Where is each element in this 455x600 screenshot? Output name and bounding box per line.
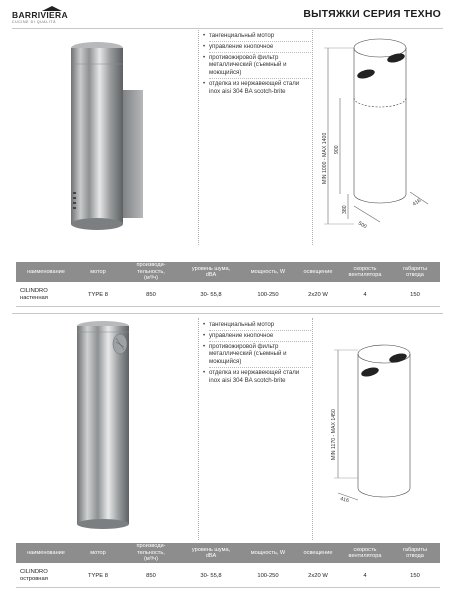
col-capacity-header: производи- тельность, (м³/ч): [136, 543, 166, 563]
dim-body-label: 900: [334, 145, 340, 154]
col-name-header: наименование: [27, 549, 65, 556]
col-noise-header: уровень шума, dBA: [191, 265, 231, 278]
cell-noise: 30- 55,8: [200, 572, 222, 579]
page-title: ВЫТЯЖКИ СЕРИЯ ТЕХНО: [303, 8, 441, 20]
cell-capacity: 850: [146, 291, 156, 298]
col-light-header: освещение: [303, 268, 333, 275]
cell-motor: TYPE 8: [88, 572, 108, 579]
dim-width-b-label: 416: [411, 197, 423, 208]
column-divider: [198, 318, 199, 540]
brand-logo: [12, 6, 102, 26]
logo-subtitle: CUCINE DI QUALITÀ: [12, 20, 57, 24]
table-row: [16, 287, 440, 303]
feature-item: • тангенциальный мотор: [203, 321, 311, 331]
island-hood-image: [68, 318, 138, 533]
cell-speeds: 4: [363, 291, 367, 298]
spec-table-header: [16, 543, 440, 563]
col-speeds-header: скорость вентилятора: [348, 546, 382, 559]
column-divider: [312, 30, 313, 245]
col-capacity-header: производи- тельность, (м³/ч): [136, 262, 166, 282]
feature-list: [203, 32, 311, 97]
col-outlet-header: габариты отвода: [402, 265, 428, 278]
row-divider: [16, 306, 440, 307]
row-divider: [16, 587, 440, 588]
col-power-header: мощность, W: [250, 549, 286, 556]
feature-item: • управление кнопочное: [203, 332, 311, 342]
dim-height-label: MIN 1170 - MAX 1450: [331, 409, 337, 460]
cell-name: CILINDRO настенная: [20, 288, 48, 301]
col-noise-header: уровень шума, dBA: [191, 546, 231, 559]
col-motor-header: мотор: [90, 268, 106, 275]
col-power-header: мощность, W: [250, 268, 286, 275]
dim-bottom-label: 380: [342, 205, 348, 214]
col-speeds-header: скорость вентилятора: [348, 265, 382, 278]
col-outlet-header: габариты отвода: [402, 546, 428, 559]
dim-height-label: MIN 1000 - MAX 1400: [322, 132, 328, 184]
cell-outlet: 150: [410, 572, 420, 579]
cell-power: 100-250: [257, 291, 279, 298]
column-divider: [198, 30, 199, 245]
feature-list: [203, 321, 311, 386]
cell-motor: TYPE 8: [88, 291, 108, 298]
feature-item: • противожировой фильтр металлический (съемный и моющийся): [203, 54, 311, 79]
col-motor-header: мотор: [90, 549, 106, 556]
page-header: [0, 0, 455, 30]
feature-item: • противожировой фильтр металлический (съемный и моющийся): [203, 343, 311, 368]
cell-light: 2x20 W: [308, 572, 328, 579]
col-name-header: наименование: [27, 268, 65, 275]
table-row: [16, 568, 440, 584]
feature-item: • отделка из нержавеющей стали inox aisi 304 BA scotch-brite: [203, 369, 311, 385]
col-light-header: освещение: [303, 549, 333, 556]
spec-table-header: [16, 262, 440, 282]
cell-power: 100-250: [257, 572, 279, 579]
feature-item: • тангенциальный мотор: [203, 32, 311, 42]
cell-name: CILINDRO островная: [20, 569, 48, 582]
feature-item: • управление кнопочное: [203, 43, 311, 53]
section-divider: [12, 313, 443, 314]
column-divider: [312, 318, 313, 540]
dim-width-b-label: 416: [339, 496, 350, 505]
cell-capacity: 850: [146, 572, 156, 579]
island-hood-drawing: [318, 328, 450, 528]
wall-hood-image: [55, 34, 155, 234]
wall-hood-drawing: [318, 34, 450, 244]
cell-light: 2x20 W: [308, 291, 328, 298]
header-divider: [12, 28, 443, 29]
cell-outlet: 150: [410, 291, 420, 298]
cell-noise: 30- 55,8: [200, 291, 222, 298]
logo-text: BARRIVIERA: [12, 10, 68, 20]
dim-width-a-label: 500: [357, 220, 368, 231]
cell-speeds: 4: [363, 572, 367, 579]
feature-item: • отделка из нержавеющей стали inox aisi 304 BA scotch-brite: [203, 80, 311, 96]
